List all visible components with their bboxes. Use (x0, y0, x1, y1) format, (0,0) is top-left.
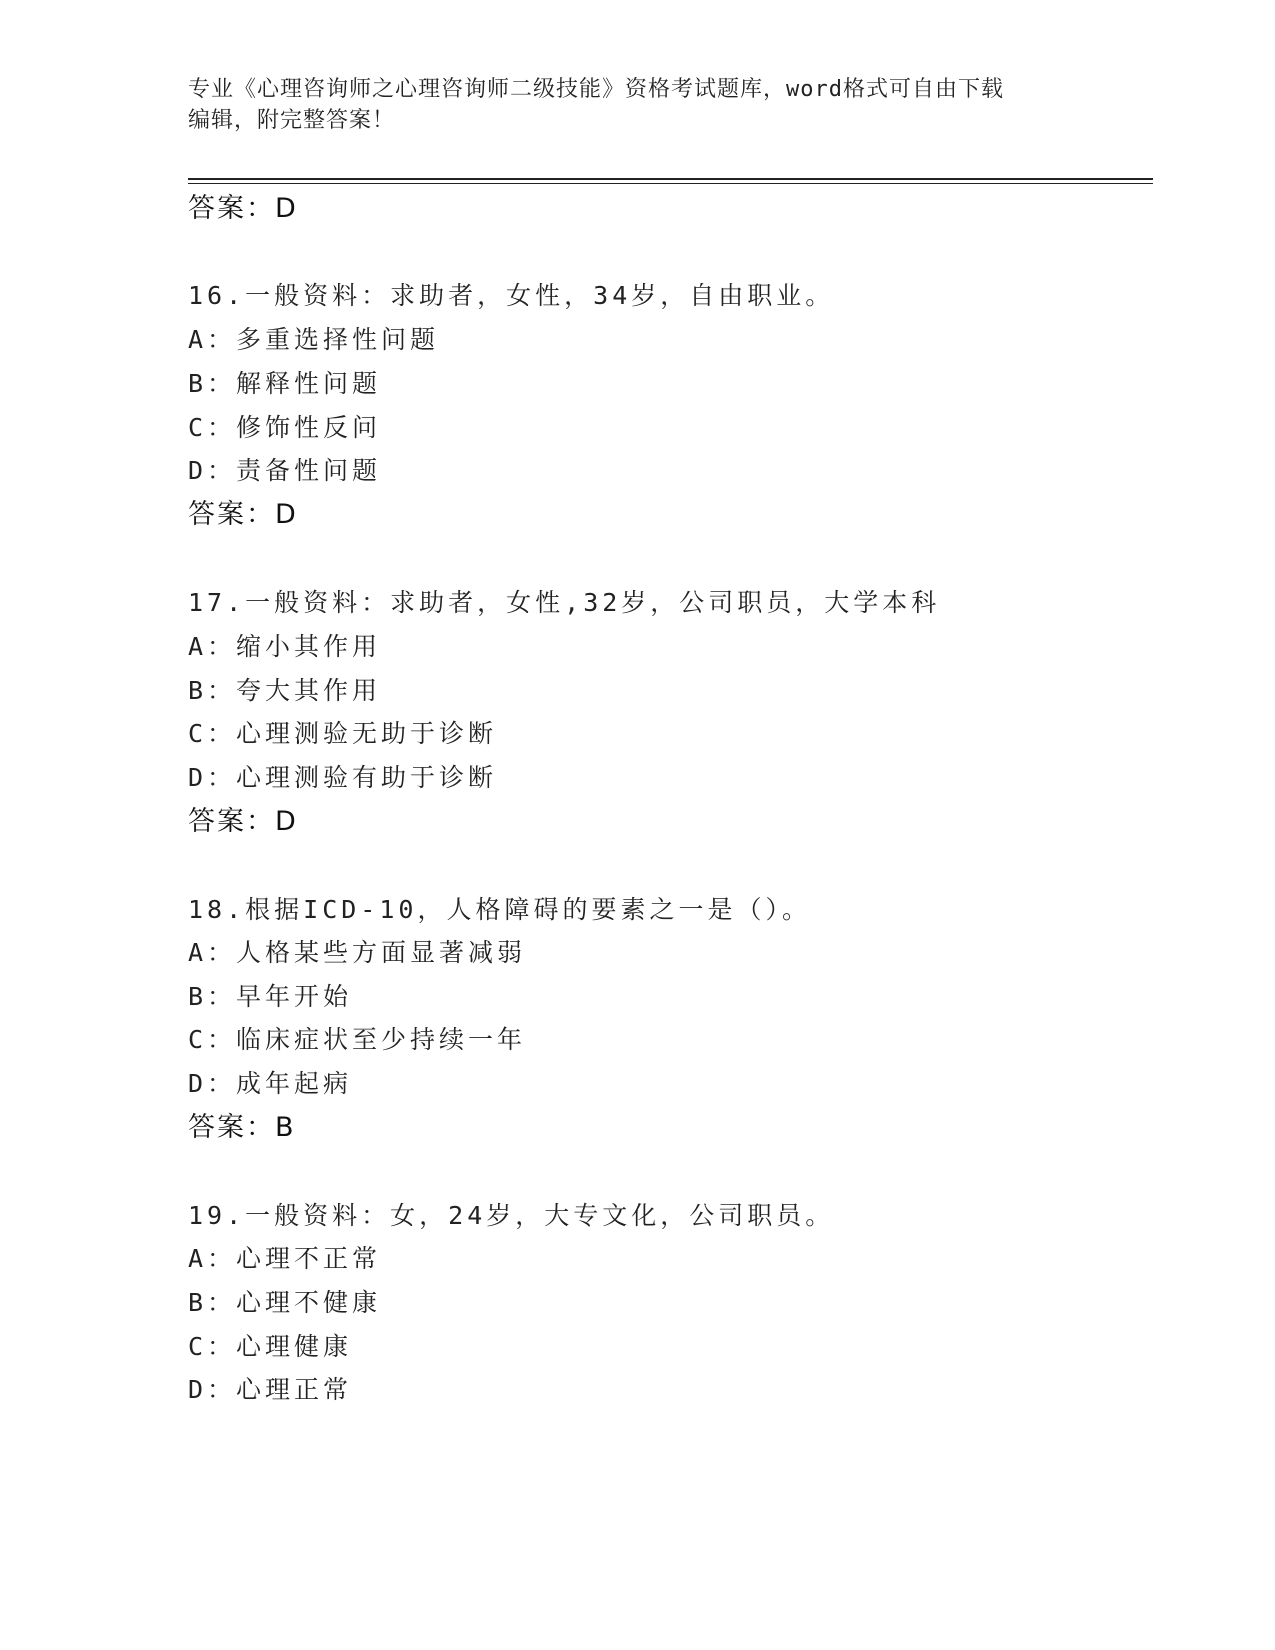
answer-prefix: 答案： (188, 1112, 275, 1143)
question-16-option-d: D：责备性问题 (188, 456, 382, 485)
question-17-option-b: B：夸大其作用 (188, 676, 382, 705)
header-line-2: 编辑，附完整答案！ (188, 108, 396, 133)
answer-value: D (275, 499, 298, 530)
question-17-answer (188, 799, 298, 838)
answer-value: B (275, 1112, 296, 1143)
answer-prefix: 答案： (188, 806, 275, 837)
question-16-answer (188, 492, 298, 531)
header-divider-thick (188, 178, 1153, 180)
header-divider-thin (188, 183, 1153, 184)
header-line-1: 专业《心理咨询师之心理咨询师二级技能》资格考试题库，word格式可自由下载 (188, 77, 1004, 102)
question-19-option-b: B：心理不健康 (188, 1288, 382, 1317)
question-18-option-b: B：早年开始 (188, 982, 353, 1011)
question-17-option-a: A：缩小其作用 (188, 632, 382, 661)
question-19-option-d: D：心理正常 (188, 1375, 353, 1404)
question-19-option-c: C：心理健康 (188, 1332, 353, 1361)
question-18-stem: 18.根据ICD-10，人格障碍的要素之一是（）。 (188, 895, 811, 924)
document-header (188, 74, 1088, 136)
answer-prefix: 答案： (188, 499, 275, 530)
answer-prefix: 答案： (188, 193, 275, 224)
question-18-answer (188, 1105, 296, 1144)
question-19-option-a: A：心理不正常 (188, 1244, 382, 1273)
answer-value: D (275, 193, 298, 224)
question-18-option-c: C：临床症状至少持续一年 (188, 1025, 527, 1054)
question-18-option-a: A：人格某些方面显著减弱 (188, 938, 527, 967)
question-19-stem: 19.一般资料：女，24岁，大专文化，公司职员。 (188, 1201, 835, 1230)
answer-value: D (275, 806, 298, 837)
question-16-option-a: A：多重选择性问题 (188, 325, 440, 354)
question-16-option-b: B：解释性问题 (188, 369, 382, 398)
answer-line-15 (188, 186, 298, 225)
question-17-option-c: C：心理测验无助于诊断 (188, 719, 498, 748)
question-17-option-d: D：心理测验有助于诊断 (188, 763, 498, 792)
question-18-option-d: D：成年起病 (188, 1069, 353, 1098)
question-16-option-c: C：修饰性反问 (188, 413, 382, 442)
question-16-stem: 16.一般资料：求助者，女性，34岁，自由职业。 (188, 281, 835, 310)
question-17-stem: 17.一般资料：求助者，女性,32岁，公司职员，大学本科 (188, 588, 941, 617)
